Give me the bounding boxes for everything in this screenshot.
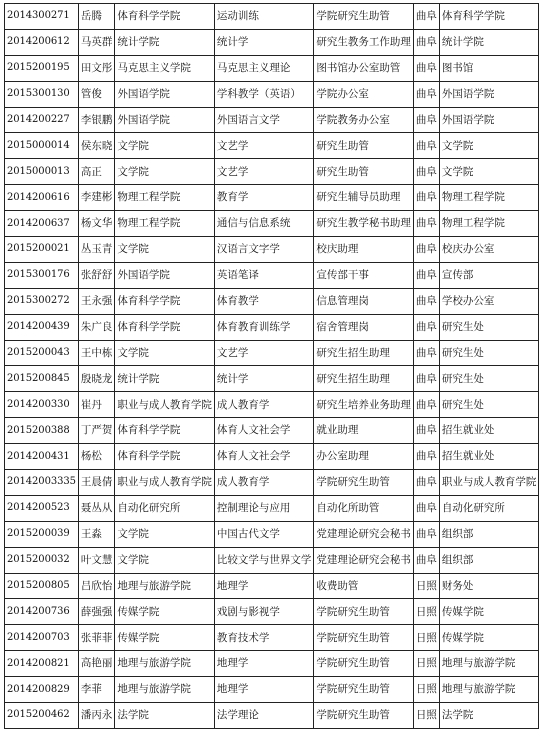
- major-cell: 文艺学: [214, 159, 314, 185]
- college-cell: 体育科学学院: [115, 444, 215, 470]
- position-cell: 学院研究生助管: [314, 599, 414, 625]
- campus-cell: 曲阜: [413, 314, 439, 340]
- position-cell: 收费助管: [314, 573, 414, 599]
- position-cell: 信息管理岗: [314, 288, 414, 314]
- table-row: [5, 288, 539, 314]
- student-id-cell: 2014200523: [5, 495, 79, 521]
- name-cell: 聂丛从: [78, 495, 115, 521]
- student-id-cell: 2014200439: [5, 314, 79, 340]
- major-cell: 体育人文社会学: [214, 418, 314, 444]
- student-id-cell: 2015000014: [5, 133, 79, 159]
- student-id-cell: 2014200612: [5, 29, 79, 55]
- student-id-cell: 2014200637: [5, 211, 79, 237]
- college-cell: 文学院: [115, 237, 215, 263]
- college-cell: 自动化研究所: [115, 495, 215, 521]
- student-id-cell: 2014200616: [5, 185, 79, 211]
- campus-cell: 曲阜: [413, 211, 439, 237]
- table-row: [5, 262, 539, 288]
- position-cell: 就业助理: [314, 418, 414, 444]
- name-cell: 杨松: [78, 444, 115, 470]
- major-cell: 教育技术学: [214, 625, 314, 651]
- student-id-cell: 2014200330: [5, 392, 79, 418]
- college-cell: 外国语学院: [115, 262, 215, 288]
- campus-cell: 曲阜: [413, 81, 439, 107]
- position-cell: 学院研究生助管: [314, 625, 414, 651]
- unit-cell: 传媒学院: [439, 625, 539, 651]
- student-id-cell: 2015200462: [5, 703, 79, 729]
- major-cell: 比较文学与世界文学: [214, 547, 314, 573]
- name-cell: 高艳丽: [78, 651, 115, 677]
- position-cell: 自动化所助管: [314, 495, 414, 521]
- position-cell: 学院办公室: [314, 81, 414, 107]
- unit-cell: 职业与成人教育学院: [439, 470, 539, 496]
- student-id-cell: 2014200829: [5, 677, 79, 703]
- table-row: [5, 366, 539, 392]
- student-id-cell: 2015200021: [5, 237, 79, 263]
- table-row: [5, 185, 539, 211]
- major-cell: 中国古代文学: [214, 521, 314, 547]
- table-row: [5, 340, 539, 366]
- position-cell: 学院教务办公室: [314, 107, 414, 133]
- name-cell: 管俊: [78, 81, 115, 107]
- unit-cell: 法学院: [439, 703, 539, 729]
- major-cell: 马克思主义理论: [214, 55, 314, 81]
- college-cell: 物理工程学院: [115, 185, 215, 211]
- campus-cell: 曲阜: [413, 237, 439, 263]
- major-cell: 英语笔译: [214, 262, 314, 288]
- major-cell: 文艺学: [214, 133, 314, 159]
- name-cell: 田文彤: [78, 55, 115, 81]
- position-cell: 学院研究生助管: [314, 470, 414, 496]
- college-cell: 外国语学院: [115, 81, 215, 107]
- major-cell: 地理学: [214, 677, 314, 703]
- name-cell: 崔丹: [78, 392, 115, 418]
- college-cell: 体育科学学院: [115, 314, 215, 340]
- table-row: [5, 159, 539, 185]
- unit-cell: 研究生处: [439, 340, 539, 366]
- student-id-cell: 2015200032: [5, 547, 79, 573]
- name-cell: 李建彬: [78, 185, 115, 211]
- unit-cell: 研究生处: [439, 366, 539, 392]
- campus-cell: 日照: [413, 651, 439, 677]
- student-id-cell: 2014200821: [5, 651, 79, 677]
- college-cell: 马克思主义学院: [115, 55, 215, 81]
- college-cell: 文学院: [115, 547, 215, 573]
- unit-cell: 宣传部: [439, 262, 539, 288]
- college-cell: 体育科学学院: [115, 288, 215, 314]
- college-cell: 地理与旅游学院: [115, 651, 215, 677]
- position-cell: 研究生助管: [314, 133, 414, 159]
- student-id-cell: 2015200043: [5, 340, 79, 366]
- college-cell: 外国语学院: [115, 107, 215, 133]
- unit-cell: 财务处: [439, 573, 539, 599]
- name-cell: 丁严贺: [78, 418, 115, 444]
- table-row: [5, 677, 539, 703]
- major-cell: 统计学: [214, 29, 314, 55]
- campus-cell: 曲阜: [413, 340, 439, 366]
- name-cell: 丛玉青: [78, 237, 115, 263]
- major-cell: 学科教学（英语）: [214, 81, 314, 107]
- unit-cell: 物理工程学院: [439, 211, 539, 237]
- name-cell: 吕欣怡: [78, 573, 115, 599]
- campus-cell: 曲阜: [413, 262, 439, 288]
- campus-cell: 日照: [413, 573, 439, 599]
- major-cell: 法学理论: [214, 703, 314, 729]
- unit-cell: 校庆办公室: [439, 237, 539, 263]
- campus-cell: 曲阜: [413, 107, 439, 133]
- unit-cell: 图书馆: [439, 55, 539, 81]
- unit-cell: 传媒学院: [439, 599, 539, 625]
- unit-cell: 体育科学学院: [439, 4, 539, 30]
- position-cell: 学院研究生助管: [314, 4, 414, 30]
- major-cell: 统计学: [214, 366, 314, 392]
- major-cell: 控制理论与应用: [214, 495, 314, 521]
- position-cell: 党建理论研究会秘书: [314, 547, 414, 573]
- student-id-cell: 2015200388: [5, 418, 79, 444]
- campus-cell: 曲阜: [413, 521, 439, 547]
- unit-cell: 招生就业处: [439, 444, 539, 470]
- name-cell: 王永强: [78, 288, 115, 314]
- major-cell: 运动训练: [214, 4, 314, 30]
- table-row: [5, 133, 539, 159]
- name-cell: 张舒舒: [78, 262, 115, 288]
- position-cell: 校庆助理: [314, 237, 414, 263]
- campus-cell: 曲阜: [413, 133, 439, 159]
- position-cell: 研究生教学秘书助理: [314, 211, 414, 237]
- major-cell: 地理学: [214, 651, 314, 677]
- unit-cell: 研究生处: [439, 314, 539, 340]
- major-cell: 体育教学: [214, 288, 314, 314]
- campus-cell: 曲阜: [413, 4, 439, 30]
- table-row: [5, 211, 539, 237]
- table-row: [5, 651, 539, 677]
- table-row: [5, 625, 539, 651]
- position-cell: 图书馆办公室助管: [314, 55, 414, 81]
- campus-cell: 曲阜: [413, 288, 439, 314]
- college-cell: 体育科学学院: [115, 418, 215, 444]
- table-row: [5, 392, 539, 418]
- name-cell: 朱广良: [78, 314, 115, 340]
- major-cell: 文艺学: [214, 340, 314, 366]
- name-cell: 高正: [78, 159, 115, 185]
- table-row: [5, 107, 539, 133]
- major-cell: 教育学: [214, 185, 314, 211]
- name-cell: 叶文慧: [78, 547, 115, 573]
- college-cell: 统计学院: [115, 366, 215, 392]
- campus-cell: 日照: [413, 599, 439, 625]
- student-id-cell: 2015200845: [5, 366, 79, 392]
- name-cell: 李银鹏: [78, 107, 115, 133]
- major-cell: 通信与信息系统: [214, 211, 314, 237]
- unit-cell: 组织部: [439, 547, 539, 573]
- campus-cell: 曲阜: [413, 159, 439, 185]
- position-cell: 研究生辅导员助理: [314, 185, 414, 211]
- college-cell: 职业与成人教育学院: [115, 470, 215, 496]
- student-id-cell: 2015300176: [5, 262, 79, 288]
- name-cell: 王淼: [78, 521, 115, 547]
- major-cell: 汉语言文字学: [214, 237, 314, 263]
- table-row: [5, 444, 539, 470]
- campus-cell: 曲阜: [413, 547, 439, 573]
- table-row: [5, 599, 539, 625]
- position-cell: 宣传部干事: [314, 262, 414, 288]
- table-row: [5, 470, 539, 496]
- college-cell: 职业与成人教育学院: [115, 392, 215, 418]
- name-cell: 张菲菲: [78, 625, 115, 651]
- campus-cell: 曲阜: [413, 444, 439, 470]
- assignment-table: [4, 3, 539, 729]
- student-id-cell: 2015200195: [5, 55, 79, 81]
- unit-cell: 地理与旅游学院: [439, 677, 539, 703]
- college-cell: 地理与旅游学院: [115, 573, 215, 599]
- position-cell: 学院研究生助管: [314, 677, 414, 703]
- campus-cell: 曲阜: [413, 366, 439, 392]
- position-cell: 研究生助管: [314, 159, 414, 185]
- table-row: [5, 418, 539, 444]
- unit-cell: 招生就业处: [439, 418, 539, 444]
- position-cell: 研究生招生助理: [314, 340, 414, 366]
- table-row: [5, 55, 539, 81]
- table-row: [5, 573, 539, 599]
- unit-cell: 文学院: [439, 133, 539, 159]
- student-id-cell: 20142003335: [5, 470, 79, 496]
- campus-cell: 日照: [413, 703, 439, 729]
- major-cell: 体育教育训练学: [214, 314, 314, 340]
- name-cell: 殷晓龙: [78, 366, 115, 392]
- college-cell: 文学院: [115, 133, 215, 159]
- name-cell: 侯东晓: [78, 133, 115, 159]
- position-cell: 学院研究生助管: [314, 651, 414, 677]
- position-cell: 研究生教务工作助理: [314, 29, 414, 55]
- college-cell: 统计学院: [115, 29, 215, 55]
- campus-cell: 曲阜: [413, 185, 439, 211]
- table-row: [5, 29, 539, 55]
- student-id-cell: 2014200703: [5, 625, 79, 651]
- college-cell: 地理与旅游学院: [115, 677, 215, 703]
- unit-cell: 文学院: [439, 159, 539, 185]
- campus-cell: 日照: [413, 677, 439, 703]
- table-body: [5, 4, 539, 729]
- unit-cell: 组织部: [439, 521, 539, 547]
- table-row: [5, 237, 539, 263]
- position-cell: 宿舍管理岗: [314, 314, 414, 340]
- major-cell: 地理学: [214, 573, 314, 599]
- campus-cell: 曲阜: [413, 29, 439, 55]
- college-cell: 文学院: [115, 159, 215, 185]
- name-cell: 马英群: [78, 29, 115, 55]
- campus-cell: 曲阜: [413, 418, 439, 444]
- table-row: [5, 81, 539, 107]
- unit-cell: 研究生处: [439, 392, 539, 418]
- campus-cell: 曲阜: [413, 470, 439, 496]
- unit-cell: 学校办公室: [439, 288, 539, 314]
- student-id-cell: 2014300271: [5, 4, 79, 30]
- position-cell: 学院研究生助管: [314, 703, 414, 729]
- position-cell: 办公室助理: [314, 444, 414, 470]
- major-cell: 外国语言文学: [214, 107, 314, 133]
- name-cell: 岳腾: [78, 4, 115, 30]
- table-row: [5, 495, 539, 521]
- name-cell: 薛强强: [78, 599, 115, 625]
- college-cell: 传媒学院: [115, 599, 215, 625]
- major-cell: 成人教育学: [214, 470, 314, 496]
- table-row: [5, 703, 539, 729]
- student-id-cell: 2014200431: [5, 444, 79, 470]
- college-cell: 体育科学学院: [115, 4, 215, 30]
- table-row: [5, 547, 539, 573]
- college-cell: 文学院: [115, 340, 215, 366]
- unit-cell: 地理与旅游学院: [439, 651, 539, 677]
- name-cell: 王中栋: [78, 340, 115, 366]
- campus-cell: 曲阜: [413, 392, 439, 418]
- student-id-cell: 2015000013: [5, 159, 79, 185]
- major-cell: 成人教育学: [214, 392, 314, 418]
- unit-cell: 物理工程学院: [439, 185, 539, 211]
- student-id-cell: 2015200039: [5, 521, 79, 547]
- unit-cell: 外国语学院: [439, 81, 539, 107]
- college-cell: 法学院: [115, 703, 215, 729]
- unit-cell: 自动化研究所: [439, 495, 539, 521]
- table-row: [5, 314, 539, 340]
- college-cell: 传媒学院: [115, 625, 215, 651]
- name-cell: 潘丙永: [78, 703, 115, 729]
- campus-cell: 曲阜: [413, 55, 439, 81]
- name-cell: 李菲: [78, 677, 115, 703]
- position-cell: 党建理论研究会秘书: [314, 521, 414, 547]
- student-id-cell: 2015300272: [5, 288, 79, 314]
- student-id-cell: 2014200227: [5, 107, 79, 133]
- campus-cell: 曲阜: [413, 495, 439, 521]
- student-id-cell: 2014200736: [5, 599, 79, 625]
- college-cell: 物理工程学院: [115, 211, 215, 237]
- name-cell: 杨文华: [78, 211, 115, 237]
- name-cell: 王晨倩: [78, 470, 115, 496]
- campus-cell: 日照: [413, 625, 439, 651]
- major-cell: 戏剧与影视学: [214, 599, 314, 625]
- position-cell: 研究生培养业务助理: [314, 392, 414, 418]
- table-row: [5, 4, 539, 30]
- college-cell: 文学院: [115, 521, 215, 547]
- unit-cell: 统计学院: [439, 29, 539, 55]
- major-cell: 体育人文社会学: [214, 444, 314, 470]
- table-row: [5, 521, 539, 547]
- position-cell: 研究生招生助理: [314, 366, 414, 392]
- unit-cell: 外国语学院: [439, 107, 539, 133]
- student-id-cell: 2015300130: [5, 81, 79, 107]
- student-id-cell: 2015200805: [5, 573, 79, 599]
